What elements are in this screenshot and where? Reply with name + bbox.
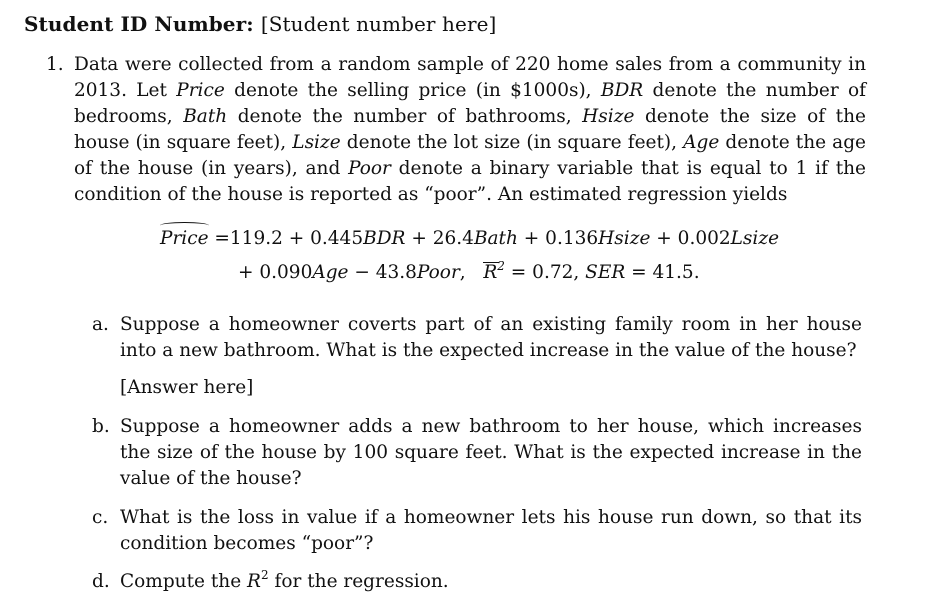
regression-equation — [160, 226, 860, 288]
equation-line-2: + 0.090Age − 43.8Poor, $R^2 = 0.72$, SER = 41.5. — [160, 260, 860, 288]
student-id-header — [24, 12, 496, 36]
equation-line-1: Price =119.2 + 0.445BDR + 26.4Bath + 0.136Hsize + 0.002Lsize — [160, 226, 860, 254]
part-a — [92, 312, 862, 364]
part-c-text: What is the loss in value if a homeowner lets his house run down, so that its condition becomes “poor”? — [120, 507, 862, 554]
answer-placeholder[interactable]: [Answer here] — [120, 377, 254, 398]
part-d-label: d. — [92, 571, 110, 592]
question-number: 1. — [46, 54, 64, 75]
part-b-text: Suppose a homeowner adds a new bathroom to her house, which increases the size of the house by 100 square feet. What is the expected increase in the value of the house? — [120, 416, 862, 489]
r-bar-squared: $R^2$ — [483, 260, 505, 286]
student-id-placeholder[interactable]: [Student number here] — [260, 12, 497, 36]
part-b — [92, 414, 862, 492]
part-d — [92, 569, 862, 595]
part-a-label: a. — [92, 314, 109, 335]
price-hat: Price — [160, 226, 209, 252]
part-c-label: c. — [92, 507, 109, 528]
question-text: Data were collected from a random sample of 220 home sales from a community in 2013. Let Price denote the selling price (in $1000s), BDR denote the number of bedrooms, Bath denote the number of bathrooms, Hsize denote the size of the house (in square feet), Lsize denote the lot size (in square feet), Age denote the age of the house (in years), and Poor denote a binary variable that is equal to 1 if the condition of the house is reported as “poor”. An estimated regression yields — [74, 54, 867, 205]
part-b-label: b. — [92, 416, 110, 437]
question-1 — [46, 52, 866, 208]
part-d-text: Compute the $R^2$ for the regression. — [120, 568, 449, 592]
student-id-label: Student ID Number: — [24, 12, 254, 36]
part-c — [92, 505, 862, 557]
part-a-text: Suppose a homeowner coverts part of an existing family room in her house into a new bathroom. What is the expected increase in the value of the house? — [120, 314, 862, 361]
